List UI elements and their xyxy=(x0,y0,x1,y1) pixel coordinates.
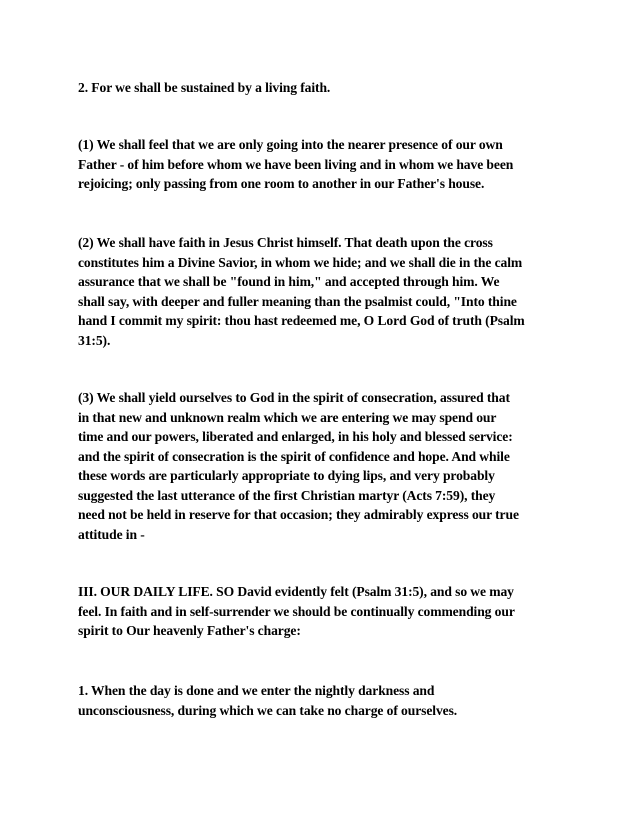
text-line: 1. When the day is done and we enter the nightly darkness and xyxy=(78,683,435,698)
text-line: constitutes him a Divine Savior, in whom we hide; and we shall die in the calm xyxy=(78,254,523,270)
text-line: shall say, with deeper and fuller meaning than the psalmist could, "Into thine xyxy=(78,293,517,309)
text-line: rejoicing; only passing from one room to another in our Father's house. xyxy=(78,176,485,191)
text-line: Father - of him before whom we have been living and in whom we have been xyxy=(78,156,514,172)
text-line: 31:5). xyxy=(78,332,111,348)
paragraph-sub-1 xyxy=(78,135,578,194)
text-line: time and our powers, liberated and enlarged, in his holy and blessed service: xyxy=(78,429,513,444)
text-line: in that new and unknown realm which we are entering we may spend our xyxy=(78,409,497,425)
paragraph-sub-3 xyxy=(78,388,578,544)
text-line: feel. In faith and in self-surrender we should be continually commending our xyxy=(78,603,515,619)
text-line: assurance that we shall be "found in him," and accepted through him. We xyxy=(78,274,500,289)
text-line: 2. For we shall be sustained by a living faith. xyxy=(78,80,331,95)
paragraph-point-1 xyxy=(78,681,578,720)
text-line: III. OUR DAILY LIFE. SO David evidently felt (Psalm 31:5), and so we may xyxy=(78,584,514,599)
text-line: and the spirit of consecration is the spirit of confidence and hope. And while xyxy=(78,448,510,464)
text-line: suggested the last utterance of the first Christian martyr (Acts 7:59), they xyxy=(78,487,496,503)
text-line: need not be held in reserve for that occasion; they admirably express our true xyxy=(78,507,519,522)
text-line: (1) We shall feel that we are only going into the nearer presence of our own xyxy=(78,137,503,152)
text-line: spirit to Our heavenly Father's charge: xyxy=(78,623,301,638)
text-line: attitude in - xyxy=(78,526,145,542)
text-line: hand I commit my spirit: thou hast redeemed me, O Lord God of truth (Psalm xyxy=(78,313,525,328)
paragraph-sub-2 xyxy=(78,233,578,350)
paragraph-point-2 xyxy=(78,78,578,98)
paragraph-section-iii xyxy=(78,582,578,641)
text-line: unconsciousness, during which we can take no charge of ourselves. xyxy=(78,702,458,718)
text-line: these words are particularly appropriate to dying lips, and very probably xyxy=(78,468,495,483)
text-line: (3) We shall yield ourselves to God in the spirit of consecration, assured that xyxy=(78,390,510,405)
text-line: (2) We shall have faith in Jesus Christ himself. That death upon the cross xyxy=(78,235,493,250)
